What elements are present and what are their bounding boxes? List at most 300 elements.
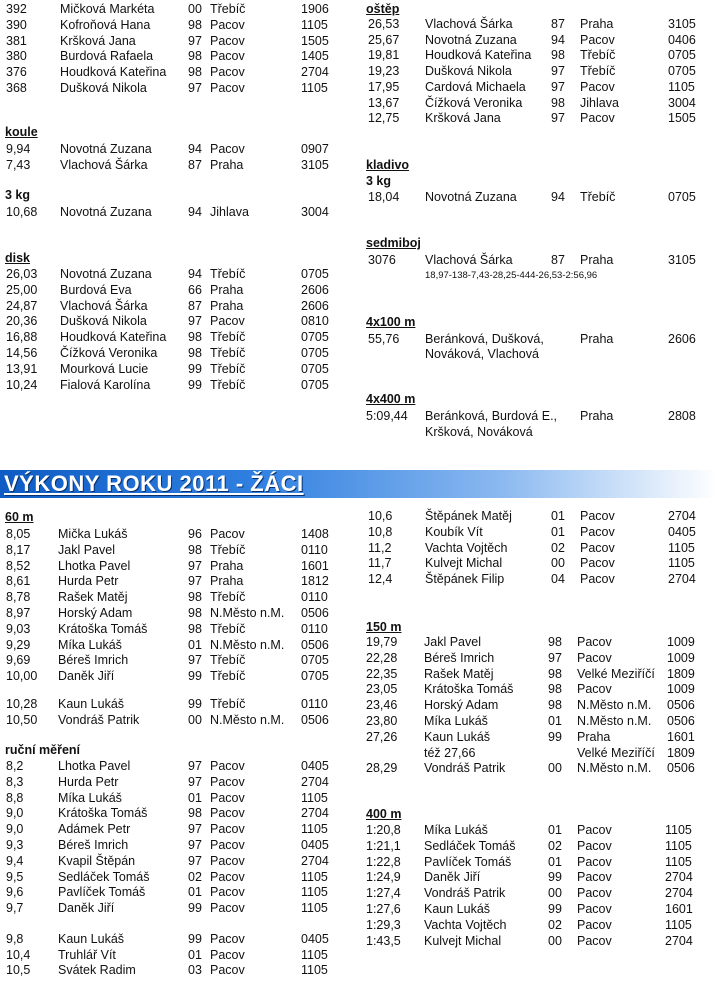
date: 3004 bbox=[668, 96, 696, 110]
athlete: Béreš Imrich bbox=[58, 653, 129, 667]
perf: 25,67 bbox=[368, 33, 400, 47]
athlete: Vachta Vojtěch bbox=[424, 918, 507, 932]
place: Pacov bbox=[577, 886, 612, 900]
place: N.Město n.M. bbox=[577, 761, 652, 775]
perf: 8,8 bbox=[6, 791, 24, 805]
date: 2704 bbox=[665, 886, 693, 900]
year: 87 bbox=[551, 253, 565, 267]
perf: 19,79 bbox=[366, 635, 398, 649]
place: Jihlava bbox=[580, 96, 619, 110]
koule-heading: koule bbox=[5, 125, 38, 139]
place: Praha bbox=[580, 17, 614, 31]
place: Praha bbox=[210, 574, 244, 588]
date: 1105 bbox=[301, 18, 328, 32]
perf: 19,81 bbox=[368, 48, 400, 62]
place: Pacov bbox=[210, 822, 245, 836]
athlete: Burdová Eva bbox=[60, 283, 132, 297]
year: 98 bbox=[548, 667, 562, 681]
perf: 9,0 bbox=[6, 822, 24, 836]
date: 1505 bbox=[301, 34, 329, 48]
athlete: Svátek Radim bbox=[58, 963, 136, 977]
athlete: Burdová Rafaela bbox=[60, 49, 154, 63]
year: 99 bbox=[548, 730, 562, 744]
perf: 3076 bbox=[368, 253, 396, 267]
date: 1009 bbox=[667, 635, 695, 649]
perf: 18,04 bbox=[368, 190, 400, 204]
place: Pacov bbox=[580, 572, 615, 586]
perf: 26,03 bbox=[6, 267, 38, 281]
athlete: Mička Lukáš bbox=[58, 527, 128, 541]
place: Pacov bbox=[577, 651, 612, 665]
athlete: Houdková Kateřina bbox=[425, 48, 532, 62]
year: 98 bbox=[188, 590, 202, 604]
date: 0506 bbox=[301, 606, 329, 620]
date: 1906 bbox=[301, 2, 329, 16]
year: 97 bbox=[551, 64, 565, 78]
place: Třebíč bbox=[210, 590, 246, 604]
year: 94 bbox=[551, 33, 565, 47]
place: Pacov bbox=[210, 885, 245, 899]
year: 01 bbox=[548, 855, 562, 869]
perf: 9,7 bbox=[6, 901, 24, 915]
place: Pacov bbox=[210, 901, 245, 915]
perf: 9,94 bbox=[6, 142, 31, 156]
date: 1105 bbox=[301, 948, 328, 962]
athlete: Sedláček Tomáš bbox=[58, 870, 150, 884]
year: 97 bbox=[188, 574, 202, 588]
perf: 1:22,8 bbox=[366, 855, 401, 869]
year: 94 bbox=[188, 142, 202, 156]
perf: 26,53 bbox=[368, 17, 400, 31]
year: 97 bbox=[188, 314, 202, 328]
athlete: Krátoška Tomáš bbox=[58, 806, 148, 820]
perf: 376 bbox=[6, 65, 27, 79]
athlete: Vachta Vojtěch bbox=[425, 541, 508, 555]
place: Třebíč bbox=[580, 48, 616, 62]
date: 0705 bbox=[668, 64, 696, 78]
year: 01 bbox=[551, 509, 565, 523]
place: Pacov bbox=[580, 556, 615, 570]
year: 00 bbox=[548, 934, 562, 948]
date: 2704 bbox=[301, 806, 329, 820]
place: Pacov bbox=[210, 527, 245, 541]
date: 2704 bbox=[301, 775, 329, 789]
date: 1408 bbox=[301, 527, 329, 541]
place: Pacov bbox=[577, 823, 612, 837]
run-400m-heading: 400 m bbox=[366, 807, 402, 821]
athlete: Rašek Matěj bbox=[58, 590, 128, 604]
perf: 17,95 bbox=[368, 80, 400, 94]
place: Velké Meziříčí bbox=[577, 746, 655, 760]
perf: 8,78 bbox=[6, 590, 31, 604]
year: 97 bbox=[188, 775, 202, 789]
date: 2606 bbox=[668, 332, 696, 346]
perf: 8,2 bbox=[6, 759, 24, 773]
athlete: Čížková Veronika bbox=[425, 96, 523, 110]
relay-4x100-heading: 4x100 m bbox=[366, 315, 416, 329]
athlete: Lhotka Pavel bbox=[58, 759, 131, 773]
date: 0705 bbox=[301, 330, 329, 344]
year: 02 bbox=[188, 870, 202, 884]
athletes-line-1: Beránková, Dušková, bbox=[425, 332, 544, 346]
place: Pacov bbox=[210, 791, 245, 805]
year: 02 bbox=[551, 541, 565, 555]
perf: 7,43 bbox=[6, 158, 31, 172]
place: Pacov bbox=[210, 81, 245, 95]
place: Pacov bbox=[210, 806, 245, 820]
place: Pacov bbox=[580, 111, 615, 125]
athlete: Míka Lukáš bbox=[424, 714, 488, 728]
perf: 1:20,8 bbox=[366, 823, 401, 837]
place: Třebíč bbox=[580, 64, 616, 78]
perf: 368 bbox=[6, 81, 27, 95]
athlete: Novotná Zuzana bbox=[60, 205, 152, 219]
section-banner-title: VÝKONY ROKU 2011 - ŽÁCI bbox=[4, 471, 304, 496]
athlete: Dušková Nikola bbox=[60, 81, 147, 95]
athlete: Béreš Imrich bbox=[424, 651, 495, 665]
place: Pacov bbox=[577, 902, 612, 916]
sedmiboj-detail: 18,97-138-7,43-28,25-444-26,53-2:56,96 bbox=[425, 270, 598, 281]
perf: 12,75 bbox=[368, 111, 400, 125]
athlete: Houdková Kateřina bbox=[60, 330, 167, 344]
perf: 390 bbox=[6, 18, 27, 32]
athletes-line-1: Beránková, Burdová E., bbox=[425, 409, 558, 423]
athlete: Kulvejt Michal bbox=[424, 934, 502, 948]
athlete: Daněk Jiří bbox=[424, 870, 481, 884]
athlete: Horský Adam bbox=[58, 606, 133, 620]
perf: 27,26 bbox=[366, 730, 398, 744]
section-banner bbox=[0, 470, 717, 498]
date: 0705 bbox=[301, 346, 329, 360]
athlete: Vondráš Patrik bbox=[424, 761, 506, 775]
athlete: Daněk Jiří bbox=[58, 669, 115, 683]
place: Pacov bbox=[210, 142, 245, 156]
place: Pacov bbox=[580, 80, 615, 94]
date: 1105 bbox=[668, 541, 695, 555]
perf: 10,5 bbox=[6, 963, 31, 977]
year: 99 bbox=[188, 932, 202, 946]
perf: 10,6 bbox=[368, 509, 393, 523]
perf: 5:09,44 bbox=[366, 409, 408, 423]
date: 0110 bbox=[301, 543, 328, 557]
place: Pacov bbox=[210, 314, 245, 328]
place: Pacov bbox=[577, 682, 612, 696]
athlete: Kršková Jana bbox=[60, 34, 136, 48]
year: 97 bbox=[548, 651, 562, 665]
year: 02 bbox=[548, 918, 562, 932]
place: Pacov bbox=[210, 948, 245, 962]
athlete: Kofroňová Hana bbox=[60, 18, 151, 32]
date: 0110 bbox=[301, 590, 328, 604]
place: Třebíč bbox=[210, 2, 246, 16]
perf: 392 bbox=[6, 2, 27, 16]
athlete: Koubík Vít bbox=[425, 525, 483, 539]
year: 98 bbox=[188, 330, 202, 344]
sprint-60m-heading: 60 m bbox=[5, 510, 34, 524]
date: 1809 bbox=[667, 746, 695, 760]
athlete: Novotná Zuzana bbox=[60, 267, 152, 281]
date: 1105 bbox=[665, 839, 692, 853]
year: 99 bbox=[548, 870, 562, 884]
perf: 10,50 bbox=[6, 713, 38, 727]
place: Praha bbox=[580, 409, 614, 423]
perf: 1:27,4 bbox=[366, 886, 401, 900]
year: 00 bbox=[188, 713, 202, 727]
year: 03 bbox=[188, 963, 202, 977]
relay-4x100-athletes-line-2: Nováková, Vlachová bbox=[425, 347, 539, 361]
place: Třebíč bbox=[210, 378, 246, 392]
year: 01 bbox=[551, 525, 565, 539]
athlete: Lhotka Pavel bbox=[58, 559, 131, 573]
place: Pacov bbox=[210, 932, 245, 946]
year: 97 bbox=[551, 111, 565, 125]
year: 98 bbox=[188, 806, 202, 820]
athlete: Mičková Markéta bbox=[60, 2, 155, 16]
athlete: Dušková Nikola bbox=[425, 64, 512, 78]
place: Pacov bbox=[577, 855, 612, 869]
place: Třebíč bbox=[210, 330, 246, 344]
year: 94 bbox=[188, 267, 202, 281]
date: 1505 bbox=[668, 111, 696, 125]
perf: 10,00 bbox=[6, 669, 38, 683]
athlete: Hurda Petr bbox=[58, 574, 119, 588]
athlete: Čížková Veronika bbox=[60, 346, 158, 360]
date: 1105 bbox=[301, 885, 328, 899]
place: N.Město n.M. bbox=[210, 638, 285, 652]
date: 1105 bbox=[301, 81, 328, 95]
athlete: Vondráš Patrik bbox=[58, 713, 140, 727]
sprint-150m-heading: 150 m bbox=[366, 620, 402, 634]
perf: 23,05 bbox=[366, 682, 398, 696]
place: Třebíč bbox=[210, 346, 246, 360]
perf: 23,46 bbox=[366, 698, 398, 712]
year: 98 bbox=[548, 698, 562, 712]
place: Pacov bbox=[577, 918, 612, 932]
athlete: Rašek Matěj bbox=[424, 667, 494, 681]
date: 0705 bbox=[301, 669, 329, 683]
perf: 22,28 bbox=[366, 651, 398, 665]
perf: 23,80 bbox=[366, 714, 398, 728]
date: 1105 bbox=[665, 823, 692, 837]
year: 99 bbox=[188, 901, 202, 915]
year: 98 bbox=[188, 49, 202, 63]
year: 87 bbox=[188, 158, 202, 172]
date: 1105 bbox=[301, 870, 328, 884]
year: 96 bbox=[188, 527, 202, 541]
relay-4x400-athletes-line-2: Kršková, Nováková bbox=[425, 425, 533, 439]
year: 98 bbox=[188, 606, 202, 620]
perf: 8,97 bbox=[6, 606, 31, 620]
athlete: Daněk Jiří bbox=[58, 901, 115, 915]
athlete: Kaun Lukáš bbox=[424, 902, 491, 916]
athlete: Vondráš Patrik bbox=[424, 886, 506, 900]
athlete: Novotná Zuzana bbox=[425, 190, 517, 204]
ostep-heading: oštěp bbox=[366, 2, 400, 16]
athlete: Novotná Zuzana bbox=[60, 142, 152, 156]
perf: 14,56 bbox=[6, 346, 38, 360]
athlete: Hurda Petr bbox=[58, 775, 119, 789]
perf: 8,61 bbox=[6, 574, 31, 588]
year: 87 bbox=[551, 17, 565, 31]
date: 0110 bbox=[301, 697, 328, 711]
year: 97 bbox=[188, 559, 202, 573]
date: 1601 bbox=[301, 559, 329, 573]
place: Třebíč bbox=[210, 543, 246, 557]
place: Pacov bbox=[210, 963, 245, 977]
perf: 13,91 bbox=[6, 362, 38, 376]
date: 1105 bbox=[668, 556, 695, 570]
athlete: Vlachová Šárka bbox=[425, 17, 513, 31]
perf: 13,67 bbox=[368, 96, 400, 110]
athlete: Štěpánek Matěj bbox=[425, 509, 512, 523]
perf: 9,69 bbox=[6, 653, 31, 667]
place: Pacov bbox=[210, 34, 245, 48]
date: 2704 bbox=[665, 870, 693, 884]
place: Praha bbox=[580, 253, 614, 267]
perf: 10,4 bbox=[6, 948, 31, 962]
athlete: Kaun Lukáš bbox=[58, 697, 125, 711]
perf: 9,8 bbox=[6, 932, 24, 946]
perf: 1:27,6 bbox=[366, 902, 401, 916]
year: 97 bbox=[188, 81, 202, 95]
date: 1105 bbox=[668, 80, 695, 94]
year: 97 bbox=[551, 80, 565, 94]
place: Pacov bbox=[580, 541, 615, 555]
perf: 8,3 bbox=[6, 775, 24, 789]
place: Pacov bbox=[580, 33, 615, 47]
athlete: Jakl Pavel bbox=[424, 635, 481, 649]
date: 2704 bbox=[301, 65, 329, 79]
year: 98 bbox=[548, 682, 562, 696]
place: Pacov bbox=[210, 65, 245, 79]
perf: 1:21,1 bbox=[366, 839, 401, 853]
place: N.Město n.M. bbox=[577, 714, 652, 728]
perf: 9,29 bbox=[6, 638, 31, 652]
year: 01 bbox=[188, 948, 202, 962]
place: Třebíč bbox=[210, 267, 246, 281]
year: 99 bbox=[188, 362, 202, 376]
perf: 22,35 bbox=[366, 667, 398, 681]
date: 1812 bbox=[301, 574, 329, 588]
date: 2704 bbox=[301, 854, 329, 868]
date: 0506 bbox=[301, 638, 329, 652]
year: 98 bbox=[188, 18, 202, 32]
perf: 16,88 bbox=[6, 330, 38, 344]
date: 2808 bbox=[668, 409, 696, 423]
date: 1009 bbox=[667, 651, 695, 665]
perf: 10,68 bbox=[6, 205, 38, 219]
place: N.Město n.M. bbox=[577, 698, 652, 712]
date: 0405 bbox=[668, 525, 696, 539]
athlete: Kaun Lukáš bbox=[58, 932, 125, 946]
year: 01 bbox=[548, 714, 562, 728]
place: Praha bbox=[577, 730, 611, 744]
athlete: Horský Adam bbox=[424, 698, 499, 712]
date: 2704 bbox=[668, 509, 696, 523]
place: Pacov bbox=[577, 635, 612, 649]
athlete: Mourková Lucie bbox=[60, 362, 149, 376]
athlete: Pavlíček Tomáš bbox=[58, 885, 146, 899]
date: 0506 bbox=[667, 698, 695, 712]
athlete: Houdková Kateřina bbox=[60, 65, 167, 79]
place: Pacov bbox=[210, 18, 245, 32]
year: 97 bbox=[188, 653, 202, 667]
place: Pacov bbox=[210, 838, 245, 852]
place: Velké Meziříčí bbox=[577, 667, 655, 681]
athlete: Krátoška Tomáš bbox=[58, 622, 148, 636]
year: 01 bbox=[548, 823, 562, 837]
place: N.Město n.M. bbox=[210, 713, 285, 727]
year: 97 bbox=[188, 854, 202, 868]
hand-timing-heading: ruční měření bbox=[5, 743, 81, 757]
year: 00 bbox=[188, 2, 202, 16]
year: 98 bbox=[188, 65, 202, 79]
place: Pacov bbox=[210, 854, 245, 868]
date: 0705 bbox=[301, 653, 329, 667]
athlete: Míka Lukáš bbox=[424, 823, 488, 837]
perf: 20,36 bbox=[6, 314, 38, 328]
date: 1105 bbox=[301, 791, 328, 805]
date: 2704 bbox=[665, 934, 693, 948]
place: Pacov bbox=[577, 870, 612, 884]
perf: 11,2 bbox=[368, 541, 392, 555]
year: 01 bbox=[188, 885, 202, 899]
athlete: Jakl Pavel bbox=[58, 543, 115, 557]
year: 99 bbox=[188, 378, 202, 392]
year: 00 bbox=[548, 761, 562, 775]
athlete: též 27,66 bbox=[424, 746, 476, 760]
date: 2606 bbox=[301, 299, 329, 313]
year: 97 bbox=[188, 838, 202, 852]
date: 0506 bbox=[667, 761, 695, 775]
year: 04 bbox=[551, 572, 565, 586]
disk-heading: disk bbox=[5, 251, 31, 265]
year: 98 bbox=[551, 48, 565, 62]
perf: 10,24 bbox=[6, 378, 38, 392]
date: 0405 bbox=[301, 932, 329, 946]
date: 1105 bbox=[301, 901, 328, 915]
place: Pacov bbox=[577, 934, 612, 948]
date: 2606 bbox=[301, 283, 329, 297]
year: 99 bbox=[548, 902, 562, 916]
date: 0405 bbox=[301, 759, 329, 773]
date: 0705 bbox=[668, 190, 696, 204]
date: 1601 bbox=[667, 730, 695, 744]
perf: 381 bbox=[6, 34, 27, 48]
athlete: Kršková Jana bbox=[425, 111, 501, 125]
perf: 9,3 bbox=[6, 838, 24, 852]
date: 3105 bbox=[301, 158, 329, 172]
athlete: Pavlíček Tomáš bbox=[424, 855, 512, 869]
place: N.Město n.M. bbox=[210, 606, 285, 620]
place: Jihlava bbox=[210, 205, 249, 219]
perf: 55,76 bbox=[368, 332, 400, 346]
date: 0705 bbox=[301, 362, 329, 376]
year: 98 bbox=[188, 622, 202, 636]
athlete: Štěpánek Filip bbox=[425, 572, 505, 586]
athlete: Cardová Michaela bbox=[425, 80, 526, 94]
date: 3105 bbox=[668, 253, 696, 267]
date: 0110 bbox=[301, 622, 328, 636]
place: Pacov bbox=[580, 509, 615, 523]
place: Třebíč bbox=[210, 653, 246, 667]
year: 97 bbox=[188, 34, 202, 48]
athlete: Fialová Karolína bbox=[60, 378, 151, 392]
year: 97 bbox=[188, 822, 202, 836]
athlete: Novotná Zuzana bbox=[425, 33, 517, 47]
perf: 11,7 bbox=[368, 556, 392, 570]
place: Pacov bbox=[210, 49, 245, 63]
